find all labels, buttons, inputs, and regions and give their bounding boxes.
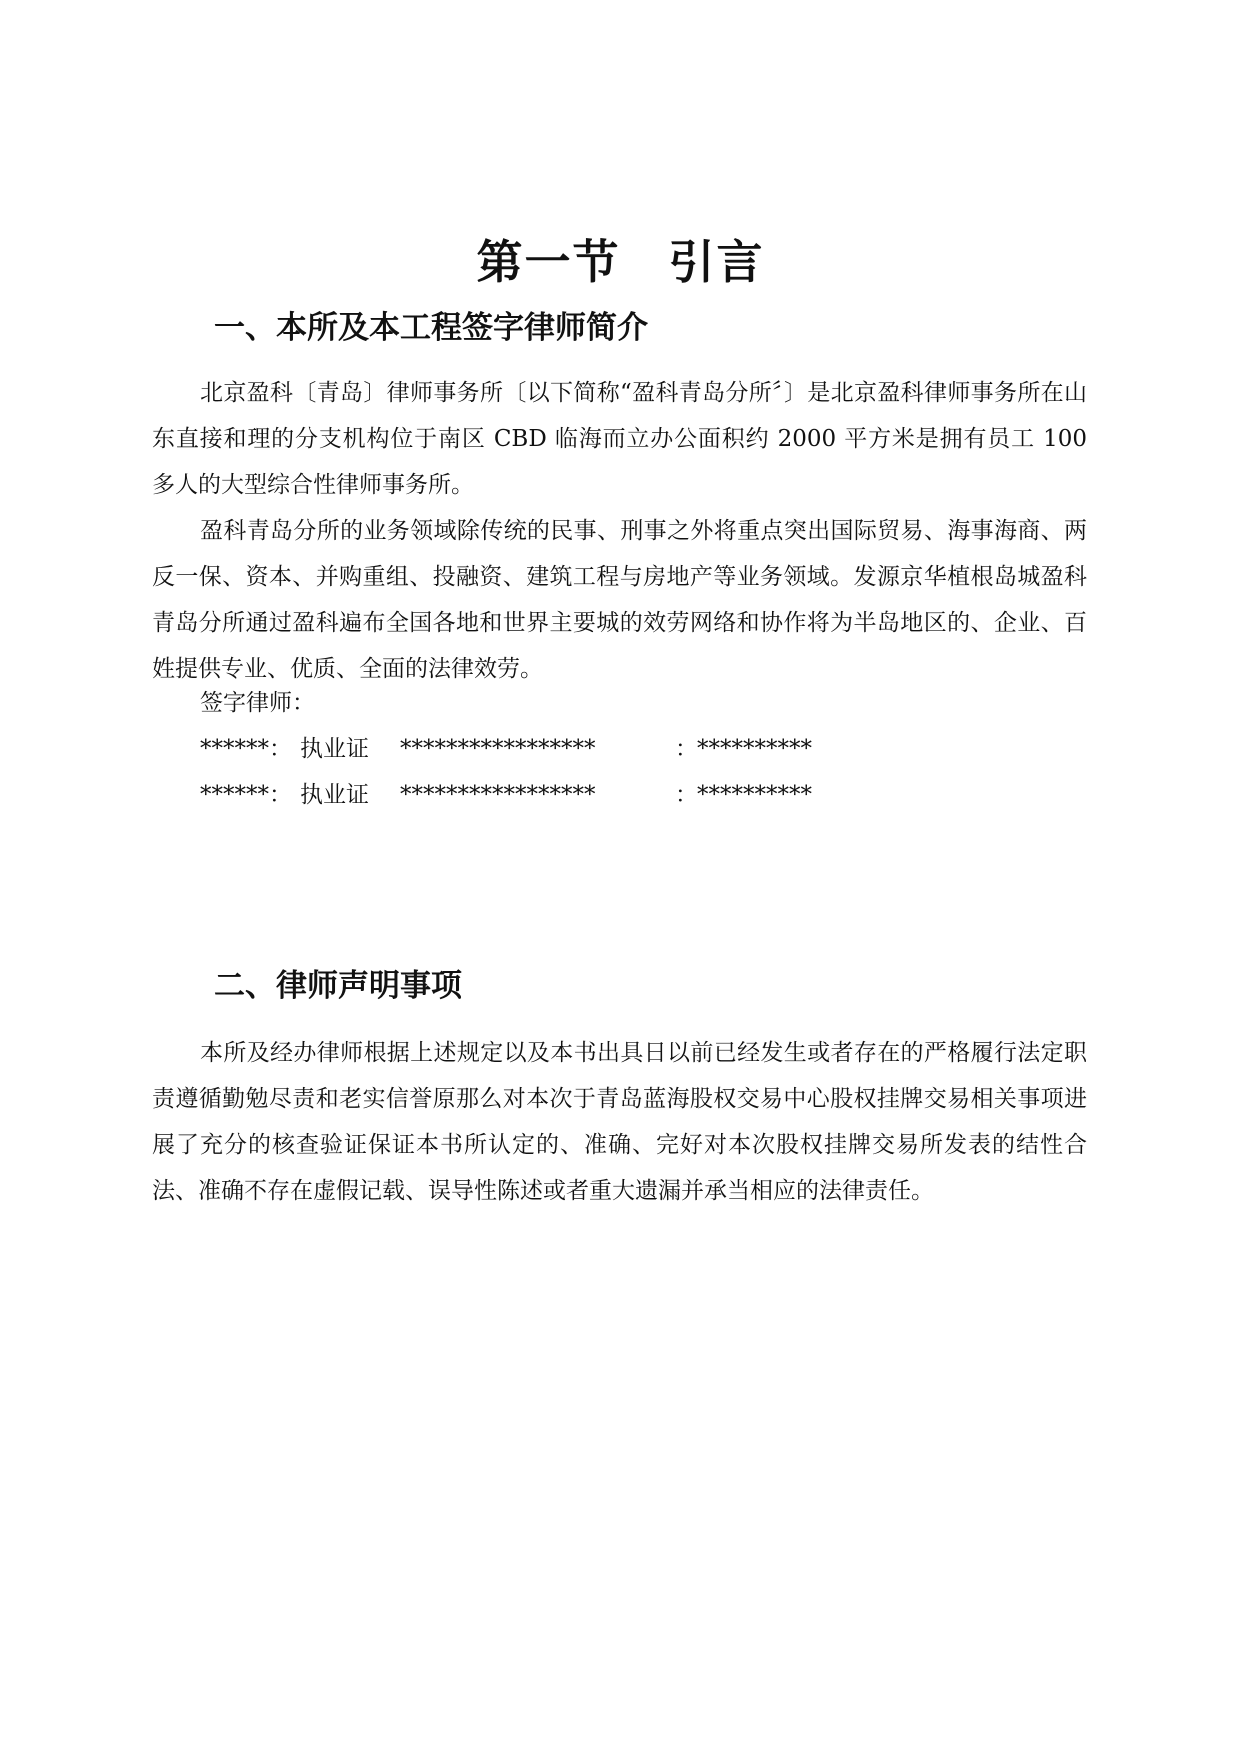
section-1-paragraph-2: 盈科青岛分所的业务领域除传统的民事、刑事之外将重点突出国际贸易、海事海商、两反一保、资本、并购重组、投融资、建筑工程与房地产等业务领域。发源京华植根岛城盈科青岛分所通过盈科遍布全国各地和世界主要城的效劳网络和协作将为半岛地区的、企业、百姓提供专业、优质、全面的法律效劳。 (152, 518, 1087, 682)
license-number: ***************** (400, 736, 596, 762)
signatory-phone: ********** (697, 736, 812, 762)
section-1-paragraph-1: 北京盈科〔青岛〕律师事务所〔以下简称“盈科青岛分所〞〕是北京盈科律师事务所在山东直接和理的分支机构位于南区 CBD 临海而立办公面积约 2000 平方米是拥有员工 100 多人的大型综合性律师事务所。 (152, 380, 1087, 498)
section-2-heading: 二、律师声明事项 (214, 968, 462, 1004)
signatory-row (200, 726, 812, 772)
signatory-name: ******： (200, 736, 292, 762)
signatory-row (200, 772, 812, 818)
signatory-name: ******： (200, 782, 292, 808)
license-number: ***************** (400, 782, 596, 808)
signatory-phone: ********** (697, 782, 812, 808)
title-part-2: 引言 (668, 235, 765, 289)
signatory-label: 签字律师： (200, 690, 315, 716)
separator: ： (675, 736, 698, 762)
license-label: 执业证 (300, 782, 369, 808)
separator: ： (675, 782, 698, 808)
title-part-1: 第一节 (476, 235, 621, 289)
page-title (0, 232, 1241, 292)
section-2-paragraph-1: 本所及经办律师根据上述规定以及本书出具日以前已经发生或者存在的严格履行法定职责遵循勤勉尽责和老实信誉原那么对本次于青岛蓝海股权交易中心股权挂牌交易相关事项进展了充分的核查验证保证本书所认定的、准确、完好对本次股权挂牌交易所发表的结性合法、准确不存在虚假记载、误导性陈述或者重大遗漏并承当相应的法律责任。 (152, 1040, 1087, 1204)
section-1-heading: 一、本所及本工程签字律师简介 (214, 310, 648, 346)
license-label: 执业证 (300, 736, 369, 762)
